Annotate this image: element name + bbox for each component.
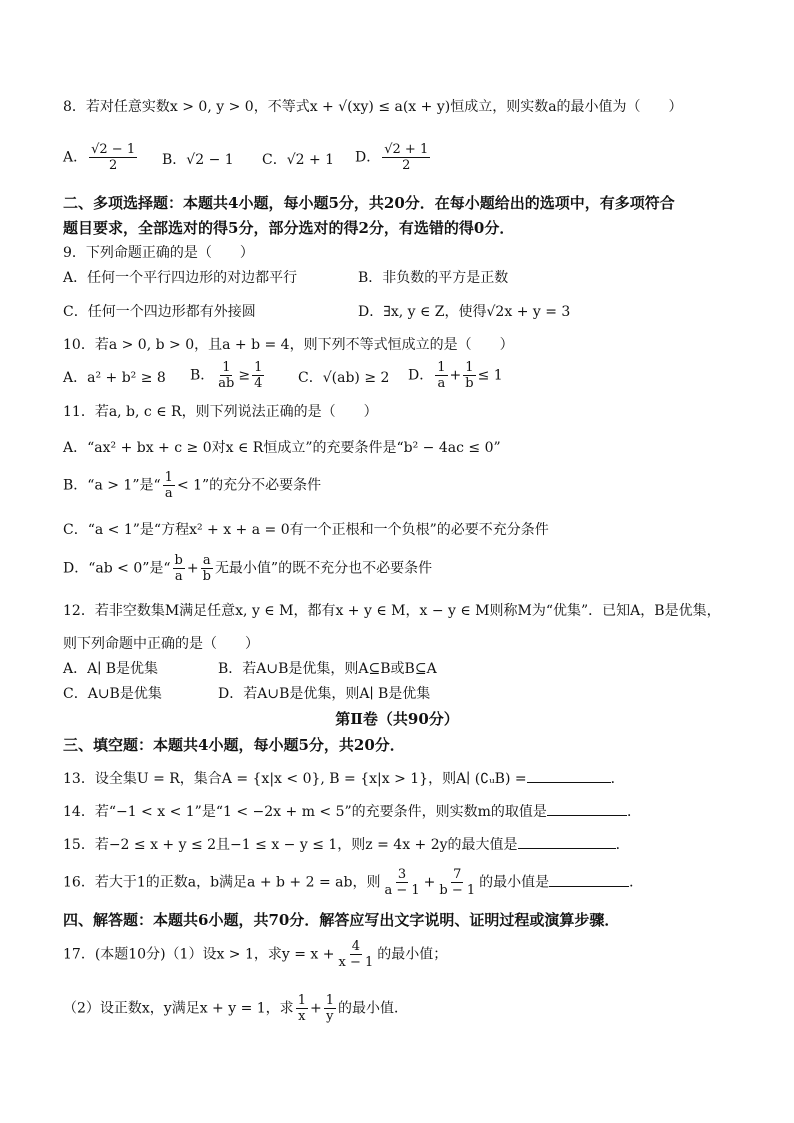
part2-title: 第Ⅱ卷（共90分）	[335, 710, 459, 728]
fraction	[201, 553, 213, 584]
q11-option-c: C．“a < 1”是“方程x² + x + a = 0有一个正根和一个负根”的必要不充分条件	[63, 522, 549, 538]
denominator: b	[202, 569, 211, 584]
q9-option-d: D．∃x, y ∈ Z，使得√2x + y = 3	[358, 304, 571, 320]
numerator: 1	[164, 470, 173, 485]
q11-stem: 11．若a, b, c ∈ R，则下列说法正确的是（ ）	[63, 404, 378, 420]
q8-option-a	[63, 142, 139, 173]
q11-option-b	[63, 470, 321, 501]
fraction	[324, 993, 336, 1024]
text: < 1”的充分不必要条件	[176, 477, 322, 494]
plus-sign: +	[423, 874, 436, 891]
numerator: b	[174, 553, 183, 568]
denominator: x − 1	[338, 955, 374, 970]
q15-text: 15．若−2 ≤ x + y ≤ 2且−1 ≤ x − y ≤ 1，则z = 4x + 2y的最大值是	[63, 837, 518, 853]
denominator: a − 1	[384, 883, 420, 898]
denominator: ab	[218, 376, 235, 391]
q14-text: 14．若“−1 < x < 1”是“1 < −2x + m < 5”的充要条件，则实数m的取值是	[63, 804, 547, 820]
denominator: y	[326, 1009, 334, 1024]
numerator: √2 − 1	[91, 142, 136, 157]
q12-option-d: D．若A∪B是优集，则A∣ B是优集	[218, 686, 431, 702]
q8-option-c: C．√2 + 1	[262, 152, 335, 168]
q12-option-a: A．A∣ B是优集	[63, 661, 159, 677]
denominator: b	[465, 376, 474, 391]
denominator: a	[164, 486, 173, 501]
denominator: 2	[108, 158, 118, 173]
q9-stem: 9．下列命题正确的是（ ）	[63, 245, 254, 261]
q11-option-a: A．“ax² + bx + c ≥ 0对x ∈ R恒成立”的充要条件是“b² − 4ac ≤ 0”	[63, 440, 501, 456]
numerator: 7	[453, 867, 462, 882]
q10-stem: 10．若a > 0, b > 0，且a + b = 4，则下列不等式恒成立的是（ ）	[63, 337, 514, 353]
q17-part1	[63, 939, 447, 970]
text: B．“a > 1”是“	[63, 477, 161, 494]
answer-blank[interactable]	[527, 768, 611, 783]
section3-heading: 三、填空题：本题共4小题，每小题5分，共20分．	[63, 736, 405, 754]
q8-option-b: B．√2 − 1	[162, 152, 234, 168]
numerator: 1	[254, 360, 263, 375]
text: （2）设正数x，y满足x + y = 1，求	[63, 1000, 294, 1017]
numerator: a	[202, 553, 211, 568]
plus-sign: +	[449, 367, 462, 384]
q12-stem-line1: 12．若非空数集M满足任意x, y ∈ M，都有x + y ∈ M，x − y ∈ M则称M为“优集”．已知A，B是优集，	[63, 603, 721, 619]
numerator: 1	[222, 360, 231, 375]
fraction	[252, 360, 264, 391]
q10-option-d	[408, 360, 503, 391]
text: 的最小值；	[377, 946, 448, 963]
q12-option-c: C．A∪B是优集	[63, 686, 162, 702]
numerator: 1	[437, 360, 446, 375]
period: ．	[610, 771, 625, 787]
relation: ≤ 1	[477, 367, 503, 384]
q13-text: 13．设全集U = R，集合A = {x|x < 0}, B = {x|x > 1}，则A∣ (∁ᵤB) =	[63, 771, 527, 787]
answer-blank[interactable]	[547, 801, 627, 816]
denominator: x	[298, 1009, 306, 1024]
text: 的最小值．	[337, 1000, 408, 1017]
q8-option-d	[355, 142, 432, 173]
fraction	[163, 470, 175, 501]
numerator: 4	[351, 939, 361, 954]
q15	[63, 834, 630, 855]
plus-sign: +	[309, 1000, 322, 1017]
section4-heading: 四、解答题：本题共6小题，共70分．解答应写出文字说明、证明过程或演算步骤．	[63, 911, 620, 929]
q9-option-c: C．任何一个四边形都有外接圆	[63, 304, 256, 320]
numerator: √2 + 1	[384, 142, 429, 157]
q13	[63, 768, 625, 789]
fraction	[463, 360, 475, 391]
denominator: a	[174, 569, 183, 584]
q14	[63, 801, 641, 822]
q9-option-a: A．任何一个平行四边形的对边都平行	[63, 270, 298, 286]
plus-sign: +	[186, 560, 199, 577]
q12-stem-line2: 则下列命题中正确的是（ ）	[63, 636, 259, 652]
option-label: D．	[408, 367, 434, 384]
period: ．	[629, 874, 644, 891]
denominator: a	[437, 376, 446, 391]
fraction	[437, 867, 477, 898]
fraction	[435, 360, 447, 391]
answer-blank[interactable]	[549, 872, 629, 887]
fraction	[382, 142, 430, 173]
numerator: 3	[397, 867, 407, 882]
text: D．“ab < 0”是“	[63, 560, 171, 577]
fraction	[296, 993, 308, 1024]
answer-blank[interactable]	[518, 834, 616, 849]
q10-option-b	[190, 360, 266, 391]
denominator: b − 1	[439, 883, 476, 898]
q17-part2	[63, 993, 408, 1024]
q16-text: 16．若大于1的正数a，b满足a + b + 2 = ab，则	[63, 874, 381, 891]
section2-heading-line2: 题目要求，全部选对的得5分，部分选对的得2分，有选错的得0分．	[63, 219, 515, 237]
text: 17．(本题10分)（1）设x > 1，求y = x +	[63, 946, 335, 963]
fraction	[173, 553, 185, 584]
denominator: 4	[254, 376, 263, 391]
numerator: 1	[297, 993, 306, 1008]
fraction	[382, 867, 421, 898]
q8-stem: 8．若对任意实数x > 0, y > 0，不等式x + √(xy) ≤ a(x + y)恒成立，则实数a的最小值为（ ）	[63, 99, 683, 115]
fraction	[337, 939, 376, 970]
q11-option-d	[63, 553, 432, 584]
fraction	[89, 142, 137, 173]
q9-option-b: B．非负数的平方是正数	[358, 270, 509, 286]
q16	[63, 867, 643, 898]
q10-option-a: A．a² + b² ≥ 8	[63, 370, 166, 386]
period: ．	[615, 837, 630, 853]
denominator: 2	[402, 158, 411, 173]
relation: ≥	[238, 367, 251, 384]
option-label: D．	[355, 149, 381, 166]
numerator: 1	[465, 360, 474, 375]
option-label: A．	[63, 149, 88, 166]
q12-option-b: B．若A∪B是优集，则A⊆B或B⊆A	[218, 661, 437, 677]
q16-text: 的最小值是	[479, 874, 550, 891]
fraction	[216, 360, 236, 391]
numerator: 1	[325, 993, 334, 1008]
text: 无最小值”的既不充分也不必要条件	[214, 560, 433, 577]
option-label: B．	[190, 367, 215, 384]
q10-option-c: C．√(ab) ≥ 2	[298, 370, 390, 386]
period: ．	[626, 804, 641, 820]
section2-heading-line1: 二、多项选择题：本题共4小题，每小题5分，共20分．在每小题给出的选项中，有多项符合	[63, 194, 675, 212]
